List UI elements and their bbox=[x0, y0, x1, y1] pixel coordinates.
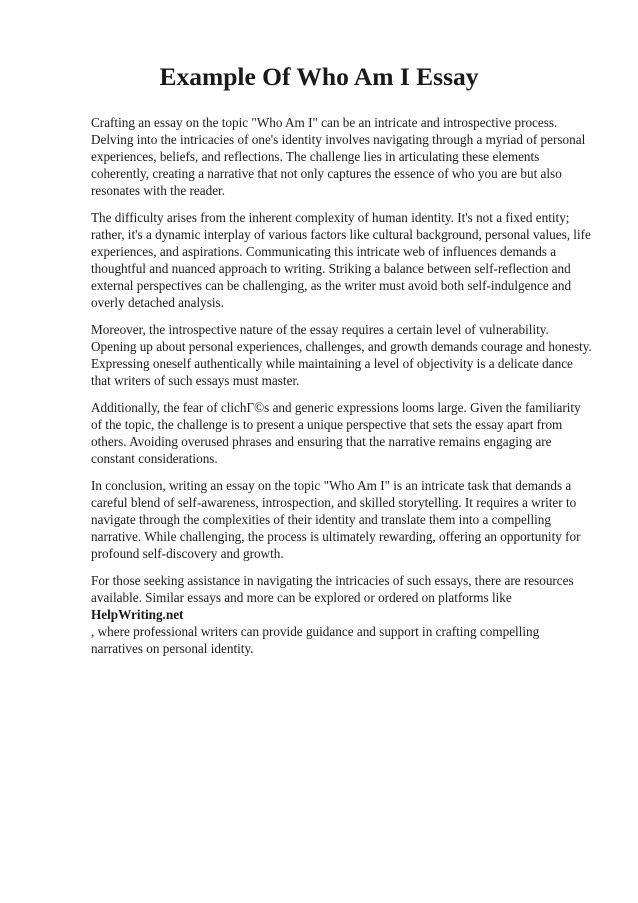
paragraph-conclusion: In conclusion, writing an essay on the topic "Who Am I" is an intricate task that demands a careful blend of self-awareness, introspection, and skilled storytelling. It requires a writer to navigate through the complexities of their identity and translate them into a compelling narrative. While challenging, the process is ultimately rewarding, offering an opportunity for profound self-discovery and growth. bbox=[91, 477, 581, 562]
paragraph-resources bbox=[91, 572, 594, 657]
paragraph-cliches: Additionally, the fear of clichГ©s and generic expressions looms large. Given the familiarity of the topic, the challenge is to present a unique perspective that sets the essay apart from others. Avoiding overused phrases and ensuring that the narrative remains engaging are constant considerations. bbox=[91, 399, 581, 467]
paragraph-difficulty: The difficulty arises from the inherent complexity of human identity. It's not a fixed entity; rather, it's a dynamic interplay of various factors like cultural background, personal values, life experiences, and aspirations. Communicating this intricate web of influences demands a thoughtful and nuanced approach to writing. Striking a balance between self-reflection and external perspectives can be challenging, as the writer must avoid both self-indulgence and overly detached analysis. bbox=[91, 209, 591, 311]
paragraph-intro: Crafting an essay on the topic "Who Am I" can be an intricate and introspective process. Delving into the intricacies of one's identity involves navigating through a myriad of personal experiences, beliefs, and reflections. The challenge lies in articulating these elements coherently, creating a narrative that not only captures the essence of who you are but also resonates with the reader. bbox=[91, 115, 586, 199]
document-title: Example Of Who Am I Essay bbox=[159, 62, 479, 91]
resources-text-before: For those seeking assistance in navigating the intricacies of such essays, there are resources available. Similar essays and more can be explored or ordered on platforms like bbox=[91, 572, 574, 605]
paragraph-vulnerability: Moreover, the introspective nature of the essay requires a certain level of vulnerability. Opening up about personal experiences, challenges, and growth demands courage and honesty. Expressing oneself authentically while maintaining a level of objectivity is a delicate dance that writers of such essays must master. bbox=[91, 322, 592, 389]
helpwriting-link[interactable]: HelpWriting.net bbox=[91, 606, 184, 622]
resources-text-after: , where professional writers can provide guidance and support in crafting compelling narratives on personal identity. bbox=[91, 624, 540, 657]
